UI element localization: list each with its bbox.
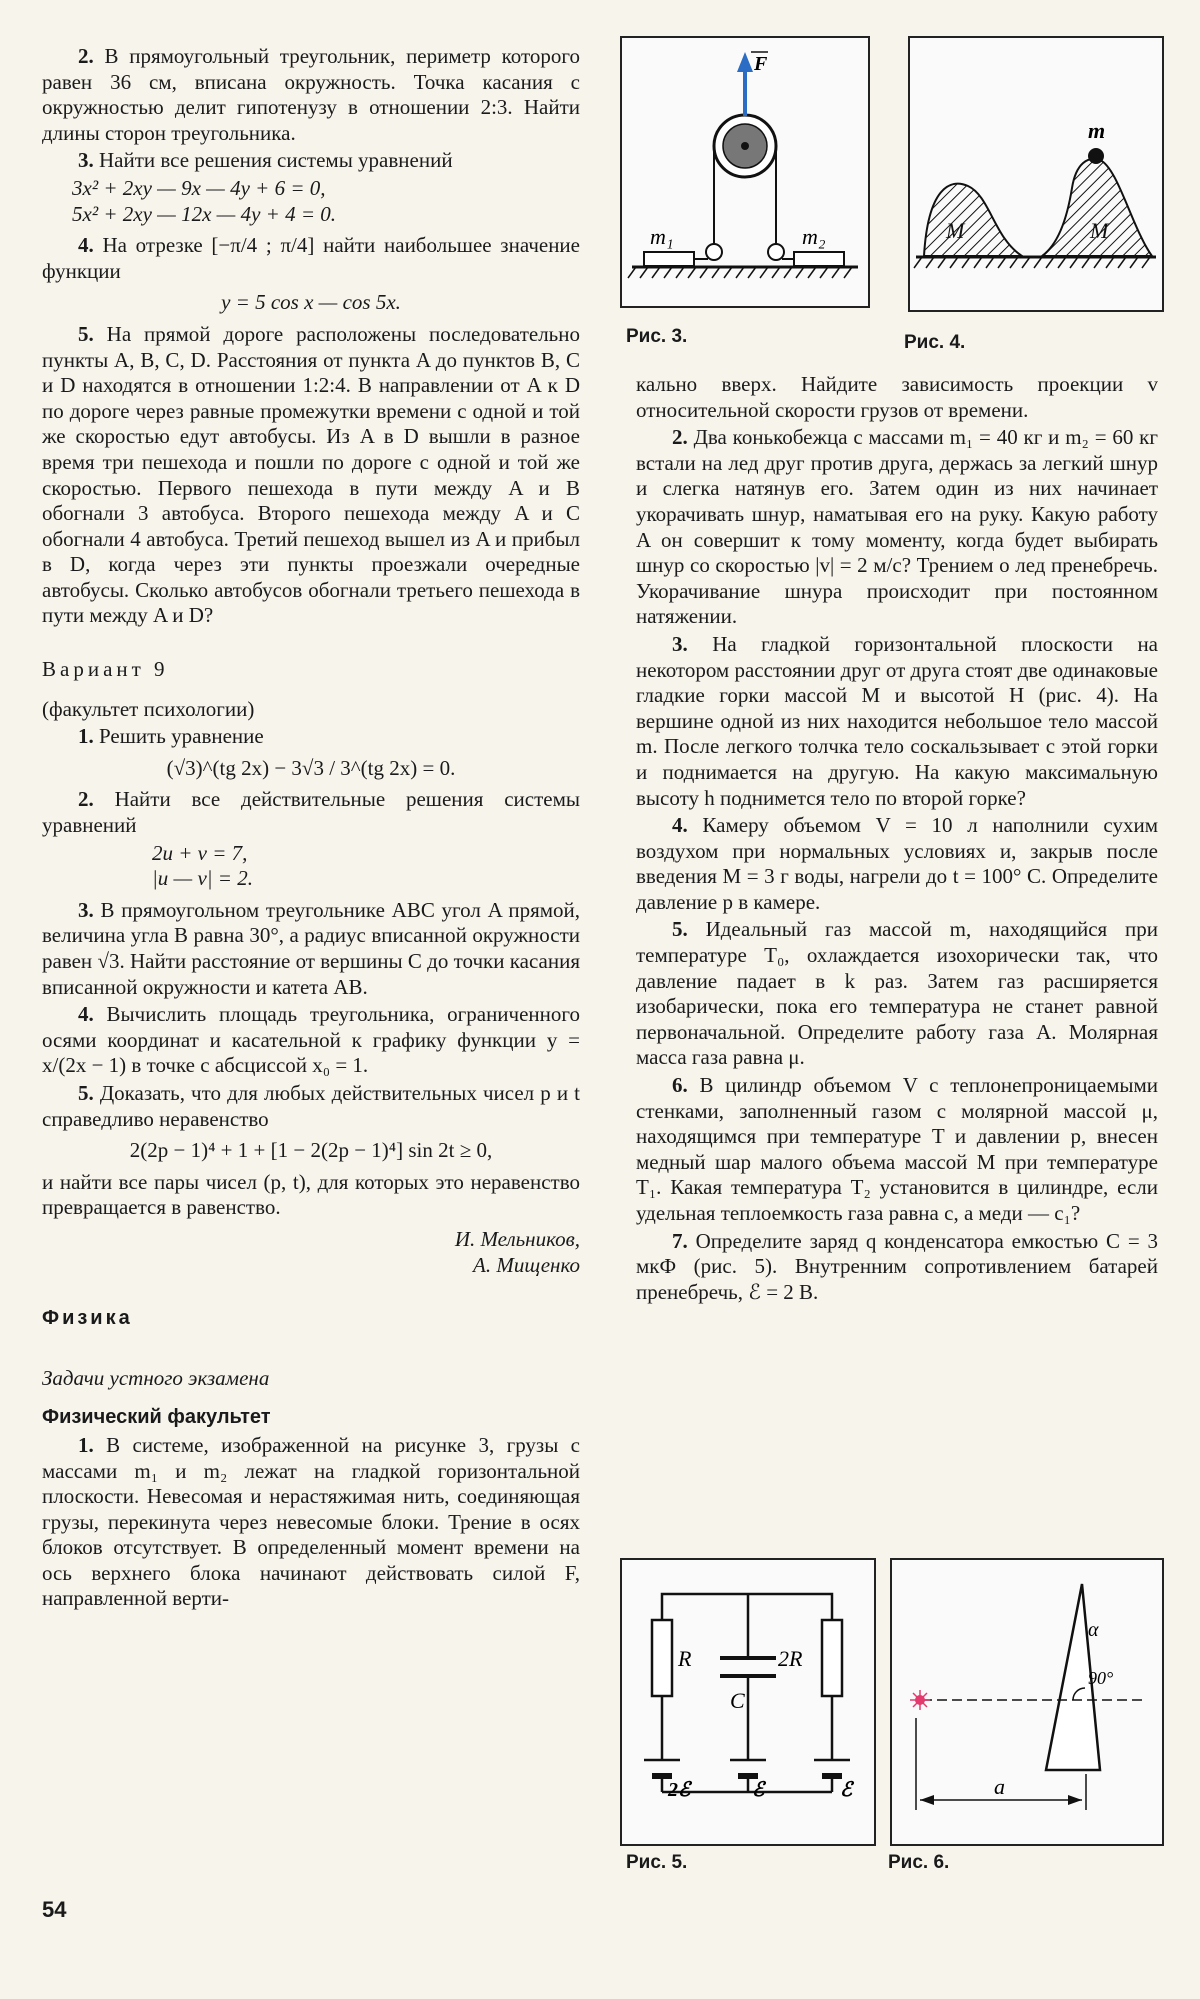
v9-problem-5: 5. Доказать, что для любых действительных чисел p и t справедливо неравенство [42, 1080, 580, 1131]
figure-4 [908, 36, 1164, 312]
oral-exam-heading: Задачи устного экзамена [42, 1365, 270, 1390]
figure-5-emf-2-label: 2ℰ [668, 1779, 691, 1801]
figure-6 [890, 1558, 1164, 1846]
variant-title: Вариант 9 [42, 657, 169, 682]
figure-5-drawing [622, 1560, 874, 1844]
formula-4: y = 5 cos x — cos 5x. [221, 290, 401, 315]
physics-problem-1: 1. В системе, изображенной на рисунке 3, грузы с массами m₁ и m₂ лежат на гладкой горизонтальной плоскости. Невесомая и нерастяжимая нить, соединяющая грузы, перекинута через невесомые блоки. Трение в осях блоков отсутствует. В определенный момент времени на ось верхнего блока начинают действовать силой F, направленной верти- [42, 1432, 581, 1611]
v9-formula-1: (√3)^(tg 2x) − 3√3 / 3^(tg 2x) = 0. [166, 755, 456, 780]
v9-problem-1: 1. Решить уравнение [78, 724, 264, 749]
figure-5-emf-label: ℰ [752, 1779, 765, 1801]
problem-2: 2. В прямоугольный треугольник, периметр которого равен 36 см, вписана окружность. Точка касания с окружностью делит гипотенузу в отношении 2:3. Найти длины сторон треугольника. [42, 44, 580, 145]
v9-problem-3: 3. В прямоугольном треугольнике ABC угол A прямой, величина угла B равна 30°, а радиус вписанной окружности равен √3. Найти расстояние от вершины C до точки касания вписанной окружности и катета AB. [42, 897, 581, 999]
physics-problem-7: 7. Определите заряд q конденсатора емкостью C = 3 мкФ (рис. 5). Внутренним сопротивлением батарей пренебречь, ℰ = 2 В. [636, 1228, 1158, 1304]
physics-problem-3: 3. На гладкой горизонтальной плоскости на некотором расстоянии друг от друга стоят две одинаковые гладкие горки массой M и высотой H (рис. 4). На вершине одной из них находится небольшое тело массой m. После легкого толчка тело соскальзывает с этой горки и поднимается на другую. На какую максимальную высоту h поднимется тело по второй горке? [636, 631, 1159, 810]
figure-5-emf-3-label: ℰ [840, 1779, 853, 1801]
figure-6-caption: Рис. 6. [888, 1852, 950, 1873]
right-column [636, 372, 1158, 1305]
physics-problem-4: 4. Камеру объемом V = 10 л наполнили сухим воздухом при нормальных условиях и, закрыв после введения M = 3 г воды, нагрели до t = 100° C. Определите давление p в камере. [636, 813, 1158, 914]
figure-6-angle-label: 90° [1088, 1668, 1114, 1688]
author-1: И. Мельников, [454, 1226, 580, 1251]
v9-problem-4: 4. Вычислить площадь треугольника, ограниченного осями координат и касательной к графику функции y = x/(2x − 1) в точке с абсциссой x₀ = 1. [42, 1002, 580, 1078]
left-column [42, 44, 580, 1612]
figure-4-caption: Рис. 4. [904, 332, 966, 353]
problem-5: 5. На прямой дороге расположены последовательно пункты A, B, C, D. Расстояния от пункта A до пунктов B, C и D находятся в отношении 1:2:4. В направлении от A к D по дороге через равные промежутки времени с одной и той же скоростью едут автобусы. Из A в D вышли в разное время три пешехода и пошли по дороге с одной и той же скоростью. Первого пешехода в пути между A и B обогнали 3 автобуса. Второго пешехода между A и C обогнали 4 автобуса. Третий пешеход вышел из A и прибыл в D, когда через эти пункты проезжали очередные автобусы. Сколько автобусов обогнали третьего пешехода в пути между A и D? [42, 321, 580, 628]
figure-3-F-label: F [754, 53, 768, 75]
figure-5-C-label: C [730, 1688, 745, 1713]
figure-4-M1-label: M [946, 218, 965, 243]
figure-4-M2-label: M [1090, 218, 1109, 243]
figure-6-alpha-label: α [1088, 1619, 1099, 1641]
figure-6-a-label: a [994, 1774, 1005, 1799]
physics-problem-2: 2. Два конькобежца с массами m₁ = 40 кг и m₂ = 60 кг встали на лед друг против друга, держась за легкий шнур и слегка натянув его. Затем один из них начинает укорачивать шнур, наматывая его на руку. Какую работу A он совершит к тому моменту, когда будет выбирать шнур со скоростью |v| = 2 м/с? Трением о лед пренебречь. Укорачивание шнура происходит при постоянном натяжении. [636, 425, 1158, 629]
v9-problem-2: 2. Найти все действительные решения системы уравнений [42, 787, 580, 838]
system-3: 3x² + 2xy — 9x — 4y + 6 = 0, 5x² + 2xy — 12x — 4y + 4 = 0. [72, 175, 337, 226]
page-number: 54 [42, 1897, 67, 1922]
figure-4-m-label: m [1088, 118, 1106, 143]
figure-5 [620, 1558, 876, 1846]
figure-3-m1-label: m₁ [650, 224, 674, 249]
faculty: (факультет психологии) [42, 696, 255, 721]
v9-problem-5-cont: и найти все пары чисел (p, t), для которых это неравенство превращается в равенство. [42, 1169, 580, 1220]
v9-formula-5: 2(2p − 1)⁴ + 1 + [1 − 2(2p − 1)⁴] sin 2t ≥ 0, [129, 1138, 493, 1163]
figure-5-caption: Рис. 5. [626, 1852, 688, 1873]
figure-5-R-label: R [678, 1646, 692, 1671]
figure-5-2R-label: 2R [778, 1646, 803, 1671]
physics-problem-5: 5. Идеальный газ массой m, находящийся при температуре T₀, охлаждается изохорически так, что давление падает в k раз. Затем газ расширяется изобарически, пока его температура не станет равной первоначальной. Определите работу газа A. Молярная масса газа равна μ. [636, 917, 1159, 1070]
author-2: А. Мищенко [473, 1252, 580, 1277]
v9-system-2: 2u + v = 7, |u — v| = 2. [152, 840, 253, 891]
physics-problem-6: 6. В цилиндр объемом V с теплонепроницаемыми стенками, заполненный газом с молярной массой μ, находящимся при температуре T и давлении p, внесен медный шар малого объема массой M при температуре T₁. Какая температура T₂ установится в цилиндре, если удельная теплоемкость газа равна c, а меди — c₁? [636, 1073, 1159, 1225]
physics-problem-1-cont: кально вверх. Найдите зависимость проекции v относительной скорости грузов от времени. [636, 372, 1158, 422]
physics-heading: Физика [42, 1307, 133, 1330]
figure-6-drawing [892, 1560, 1162, 1844]
figure-3-m2-label: m₂ [802, 224, 826, 249]
problem-4: 4. На отрезке [−π/4 ; π/4] найти наибольшее значение функции [42, 233, 580, 283]
department-heading: Физический факультет [42, 1406, 271, 1429]
figure-3-caption: Рис. 3. [626, 326, 688, 347]
problem-3: 3. Найти все решения системы уравнений [78, 148, 453, 173]
figure-3-drawing [622, 38, 868, 306]
figure-4-drawing [910, 38, 1162, 310]
figure-3 [620, 36, 870, 308]
